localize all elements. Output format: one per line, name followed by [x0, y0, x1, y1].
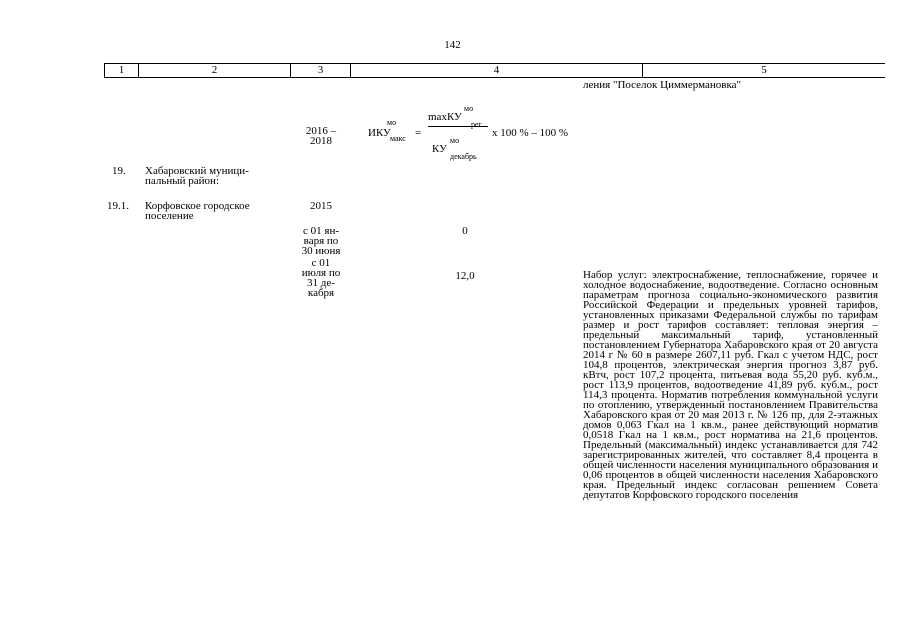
continuation-text: ления "Поселок Циммермановка" [583, 79, 742, 91]
col-header-4: 4 [351, 64, 643, 77]
row19-1-year: 2015 [310, 200, 332, 212]
col-header-1: 1 [105, 64, 139, 77]
formula-num: maxКУ [428, 111, 462, 123]
table-header [104, 63, 885, 78]
row19-1-period1: с 01 ян- варя по 30 июня [301, 225, 341, 257]
row19-1-note: Набор услуг: электроснабжение, теплоснабжение, горячее и холодное водоснабжение, водоотведение. Согласно основным параметрам прогноза социально-экономического развития Российской Федерации и предельных уровней тарифов, установленных приказами Федеральной службы по тарифам размер и рост тарифов составляет: тепловая энергия – предельный максимальный тариф, установленный постановлением Губернатора Хабаровского края от 20 августа 2014 г № 60 в размере 2607,11 руб. Гкал с учетом НДС, рост 104,8 процентов, электрическая энергия прогноз 3,87 руб. кВтч, рост 107,2 процента, питьевая вода 55,20 руб. куб.м., рост 113,9 процентов, водоотведение 41,89 руб. куб.м., рост 114,3 процента. Норматив потребления коммунальной услуги по отоплению, утвержденный постановлением Правительства Хабаровского края от 20 мая 2013 г. № 126 пр, для 2-этажных домов 0,063 Гкал на 1 кв.м., ранее действующий норматив 0,0518 Гкал на 1 кв.м., рост норматива на 21,6 процентов. Предельный (максимальный) индекс устанавливается для 742 зарегистрированных жителей, что составляет 8,4 процента в общей численности населения муниципального образования и 0,06 процентов в общей численности населения Хабаровского края. Предельный индекс согласован решением Совета депутатов Корфовского городского поселения [583, 269, 878, 501]
formula-lhs-sup: мо [387, 118, 397, 127]
formula [368, 104, 578, 164]
row19-1-number: 19.1. [107, 200, 129, 212]
row19-number: 19. [112, 165, 126, 177]
page-number: 142 [444, 39, 461, 51]
fraction-line [428, 126, 488, 127]
row19-1-period2: с 01 июля по 31 де- кабря [301, 257, 341, 299]
col-header-5: 5 [761, 64, 767, 76]
formula-tail: х 100 % – 100 % [492, 127, 569, 139]
row19-1-value2: 12,0 [455, 270, 475, 282]
period-2016-2018: 2016 – 2018 [305, 125, 337, 147]
formula-den-sub: декабрь [450, 152, 477, 161]
col-header-3: 3 [291, 64, 351, 77]
formula-lhs: ИКУ [368, 127, 391, 139]
formula-den: КУ [432, 143, 447, 155]
formula-num-sub: рег [471, 120, 482, 129]
row19-1-value1: 0 [462, 225, 468, 237]
formula-eq: = [415, 127, 422, 139]
row19-1-name: Корфовское городское поселение [145, 200, 250, 222]
formula-den-sup: мо [450, 136, 460, 145]
col-header-2: 2 [139, 64, 291, 77]
formula-lhs-sub: макс [390, 134, 406, 143]
row19-name: Хабаровский муници- пальный район: [145, 165, 249, 187]
formula-num-sup: мо [464, 104, 474, 113]
